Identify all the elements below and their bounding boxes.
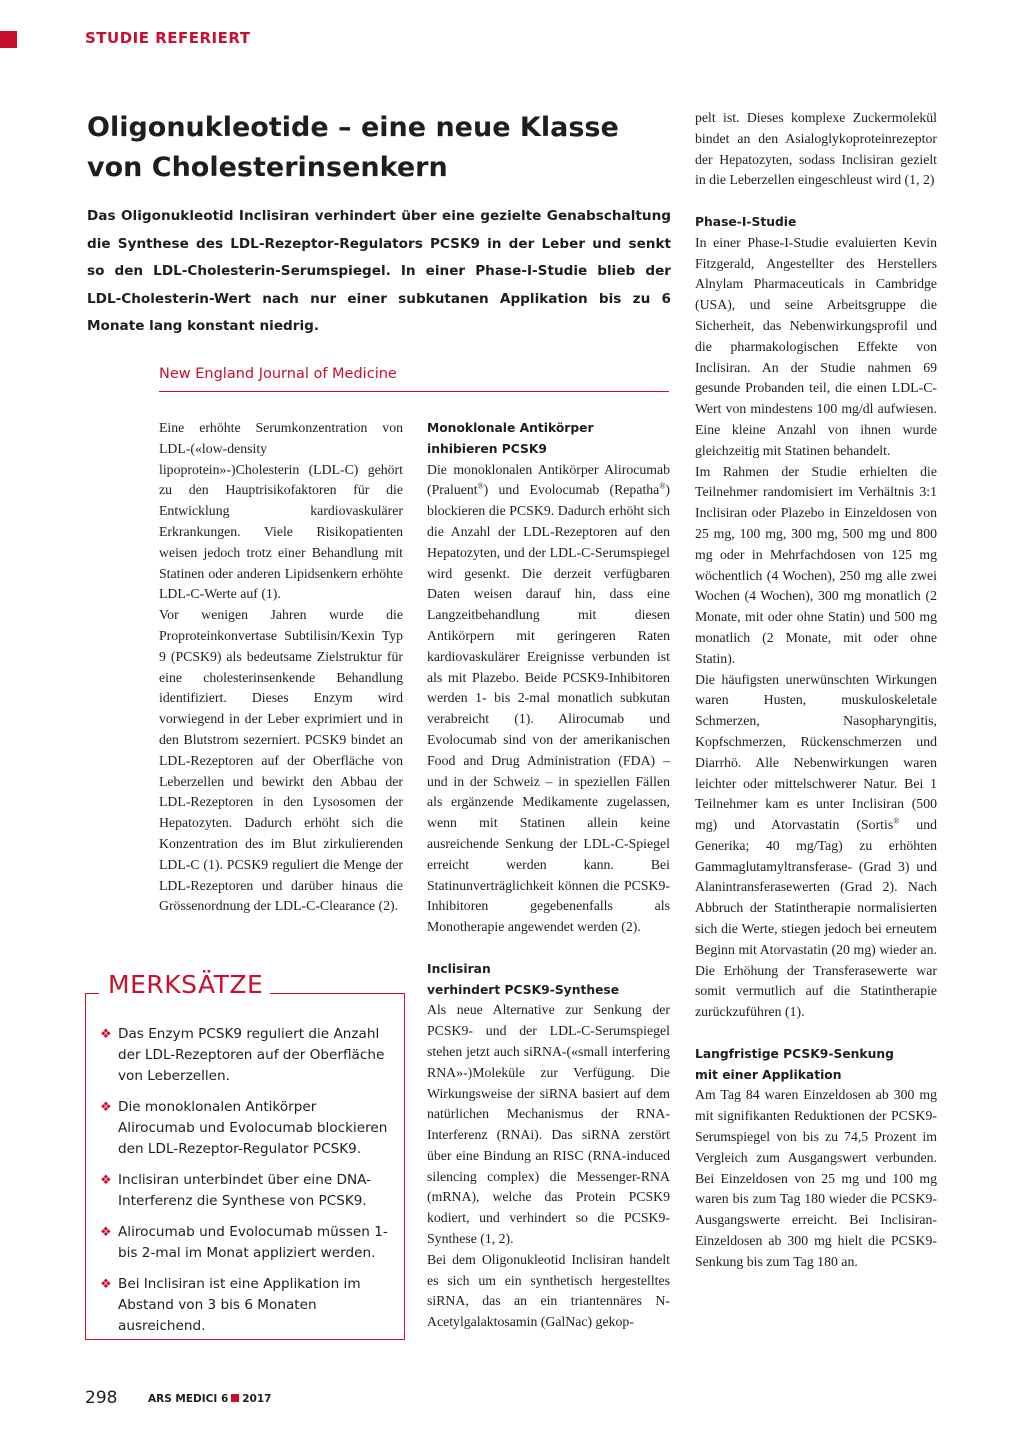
subheading-line: mit einer Applikation — [695, 1067, 842, 1082]
square-separator-icon — [231, 1394, 239, 1402]
diamond-bullet-icon: ❖ — [100, 1277, 112, 1292]
text-column-3 — [695, 108, 937, 1273]
merksaetze-border — [85, 993, 99, 994]
list-item: ❖ Das Enzym PCSK9 reguliert die Anzahl der LDL-Rezeptoren auf der Oberfläche von Leberzellen. — [100, 1026, 385, 1084]
journal-issue — [148, 1393, 271, 1405]
paragraph: Als neue Alternative zur Senkung der PCSK9- und der LDL-C-Serumspiegel stehen jetzt auch siRNA-(«small interfering RNA»-)Moleküle zur Verfügung. Die Wirkungsweise der siRNA basiert auf dem natürlichen Mechanismus der RNA-Interferenz (RNAi). Das siRNA zerstört über eine Bindung an RISC (RNA-induced silencing complex) die Messenger-RNA (mRNA), welche das Protein PCSK9 kodiert, und verhindert so die PCSK9-Synthese (1, 2). — [427, 1002, 670, 1247]
merksaetze-list — [100, 1024, 392, 1347]
section-marker — [0, 31, 17, 48]
merksaetze-border — [270, 993, 404, 994]
article-lead: Das Oligonukleotid Inclisiran verhindert über eine gezielte Genabschaltung die Synthese des LDL-Rezeptor-Regulators PCSK9 in der Leber und senkt so den LDL-Cholesterin-Serumspiegel. In einer Phase-I-Studie blieb der LDL-Cholesterin-Wert nach nur einer subkutanen Applikation bis zu 6 Monate lang konstant niedrig. — [87, 208, 671, 334]
title-line-2: von Cholesterinsenkern — [87, 152, 448, 183]
registered-mark: ® — [477, 481, 484, 491]
subheading-phase-i: Phase-I-Studie — [695, 214, 797, 229]
paragraph: Im Rahmen der Studie erhielten die Teilnehmer randomisiert im Verhältnis 3:1 Inclisiran oder Plazebo in Einzeldosen von 25 mg, 100 mg, 300 mg, 500 mg und 800 mg oder in Mehrfachdosen von 125 mg wöchentlich (4 Wochen), 250 mg alle zwei Wochen (4 Wochen), 300 mg monatlich (2 Monate, mit oder ohne Statin) und 500 mg monatlich (2 Monate, mit oder ohne Statin). — [695, 463, 937, 666]
diamond-bullet-icon: ❖ — [100, 1173, 112, 1188]
paragraph: Die monoklonalen Antikörper Alirocumab (Praluent®) und Evolocumab (Repatha®) blockieren die PCSK9. Dadurch erhöht sich die Anzahl der LDL-Rezeptoren auf den Hepatozyten, und der LDL-C-Serumspiegel wird gesenkt. Die derzeit verfügbaren Daten weisen darauf hin, dass eine Langzeitbehandlung mit diesen Antikörpern mit geringeren Raten kardiovaskulärer Ereignisse verbunden ist als mit Plazebo. Beide PCSK9-Inhibitoren werden 1- bis 2-mal monatlich subkutan verabreicht (1). Alirocumab und Evolocumab sind von der amerikanischen Food and Drug Administration (FDA) – und in der Schweiz – in speziellen Fällen als ergänzende Medikamente zugelassen, wenn mit Statinen allein keine ausreichende Senkung der LDL-C-Spiegel erreicht werden kann. Bei Statinunverträglichkeit können die PCSK9-Inhibitoren gegebenenfalls als Monotherapie angewendet werden (2). — [427, 461, 670, 935]
subheading-line: Langfristige PCSK9-Senkung — [695, 1046, 894, 1061]
list-item: ❖ Die monoklonalen Antikörper Alirocumab und Evolocumab blockieren den LDL-Rezeptor-Regulator PCSK9. — [100, 1099, 388, 1157]
text-column-2 — [427, 418, 670, 1333]
diamond-bullet-icon: ❖ — [100, 1027, 112, 1042]
paragraph: Vor wenigen Jahren wurde die Proproteinkonvertase Subtilisin/Kexin Typ 9 (PCSK9) als bedeutsame Zielstruktur für eine cholesterinsenkende Behandlung identifiziert. Dieses Enzym wird vorwiegend in der Leber exprimiert und in den Blutstrom sezerniert. PCSK9 bindet an LDL-Rezeptoren auf der Oberfläche von Leberzellen und bewirkt den Abbau der LDL-Rezeptoren in den Lysosomen der Hepatozyten. Dadurch erhöht sich die Konzentration des im Blut zirkulierenden LDL-C (1). PCSK9 reguliert die Menge der LDL-Rezeptoren und darüber hinaus die Grössenordnung der LDL-C-Clearance (2). — [159, 607, 403, 914]
list-item: ❖ Alirocumab und Evolocumab müssen 1- bis 2-mal im Monat appliziert werden. — [100, 1224, 388, 1261]
article-title — [87, 108, 647, 188]
journal-year: 2017 — [242, 1393, 272, 1405]
paragraph: pelt ist. Dieses komplexe Zuckermolekül bindet an den Asialoglykoproteinrezeptor der Hepatozyten, sodass Inclisiran gezielt in die Leberzellen eingeschleust wird (1, 2) — [695, 110, 937, 188]
registered-mark: ® — [659, 481, 666, 491]
subheading-antikoerper — [427, 418, 670, 460]
list-item: ❖ Bei Inclisiran ist eine Applikation im Abstand von 3 bis 6 Monaten ausreichend. — [100, 1276, 361, 1334]
journal-name: ARS MEDICI 6 — [148, 1393, 229, 1405]
paragraph: Am Tag 84 waren Einzeldosen ab 300 mg mit signifikanten Reduktionen der PCSK9-Serumspiegel von bis zu 74,5 Prozent im Vergleich zum Ausgangswert verbunden. Bei Einzeldosen von 25 mg und 100 mg waren bis zum Tag 180 wieder die PCSK9-Ausgangswerte erreicht. Bei Inclisiran-Einzeldosen ab 300 mg hielt die PCSK9-Senkung bis zum Tag 180 an. — [695, 1087, 937, 1269]
paragraph: In einer Phase-I-Studie evaluierten Kevin Fitzgerald, Angestellter des Herstellers Alnylam Pharmaceuticals in Cambridge (USA), und seine Arbeitsgruppe die Sicherheit, das Nebenwirkungsprofil und die pharmakologischen Effekte von Inclisiran. An der Studie nahmen 69 gesunde Probanden teil, die einen LDL-C-Wert von mindestens 100 mg/dl aufwiesen. Eine kleine Anzahl von ihnen wurde gleichzeitig mit Statinen behandelt. — [695, 234, 937, 458]
subheading-line: Inclisiran — [427, 961, 491, 976]
text-column-1 — [159, 418, 403, 917]
subheading-line: Monoklonale Antikörper — [427, 421, 594, 435]
section-label: STUDIE REFERIERT — [85, 29, 251, 47]
merksaetze-title: MERKSÄTZE — [104, 970, 267, 999]
paragraph: Eine erhöhte Serumkonzentration von LDL-(«low-density lipoprotein»-)Cholesterin (LDL-C) gehört zu den Hauptrisikofaktoren für die Entwicklung kardiovaskulärer Erkrankungen. Viele Risikopatienten weisen jedoch trotz einer Behandlung mit Statinen oder anderen Lipidsenkern erhöhte LDL-C-Werte auf (1). — [159, 420, 403, 602]
source-divider — [159, 391, 669, 392]
list-item: ❖ Inclisiran unterbindet über eine DNA-Interferenz die Synthese von PCSK9. — [100, 1172, 372, 1209]
article-source: New England Journal of Medicine — [159, 366, 397, 382]
paragraph: Bei dem Oligonukleotid Inclisiran handelt es sich um ein synthetisch hergestelltes siRNA, das an ein triantennäres N-Acetylgalaktosamin (GalNac) gekop- — [427, 1251, 670, 1330]
paragraph: Die häufigsten unerwünschten Wirkungen waren Husten, muskuloskeletale Schmerzen, Nasopharyngitis, Kopfschmerzen, Rückenschmerzen und Diarrhö. Alle Nebenwirkungen waren leichter oder mittelschwerer Natur. Bei 1 Teilnehmer kam es unter Inclisiran (500 mg) und Atorvastatin (Sortis® und Generika; 40 mg/Tag) zu erhöhten Gammaglutamyltransferase- (Grad 3) und Alanintransferasewerten (Grad 2). Nach Abbruch der Statintherapie normalisierten sich die Werte, stiegen jedoch bei erneutem Beginn mit Atorvastatin (20 mg) wieder an. Die Erhöhung der Transferasewerte war somit vermutlich auf die Statintherapie zurückzuführen (1). — [695, 671, 937, 1020]
diamond-bullet-icon: ❖ — [100, 1100, 112, 1115]
page-number: 298 — [85, 1388, 118, 1408]
diamond-bullet-icon: ❖ — [100, 1225, 112, 1240]
registered-mark: ® — [893, 816, 900, 826]
title-line-1: Oligonukleotide – eine neue Klasse — [87, 112, 619, 143]
subheading-line: verhindert PCSK9-Synthese — [427, 982, 620, 997]
subheading-langfristig — [695, 1044, 937, 1086]
subheading-line: inhibieren PCSK9 — [427, 441, 547, 456]
subheading-inclisiran — [427, 959, 670, 1001]
